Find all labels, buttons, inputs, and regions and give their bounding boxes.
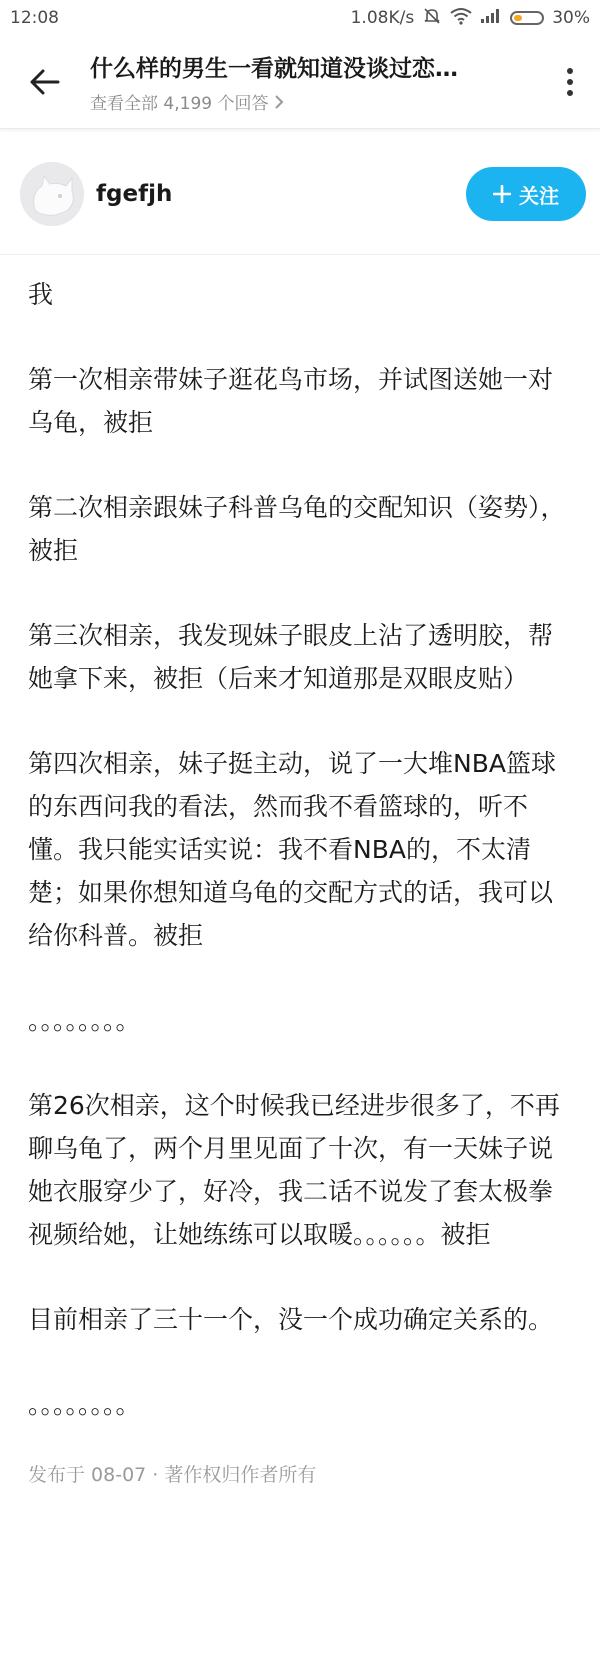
answer-paragraph: 第二次相亲跟妹子科普乌龟的交配知识（姿势），被拒 [28,493,566,565]
network-speed: 1.08K/s [350,8,415,28]
more-dot-icon [567,68,573,74]
follow-button[interactable] [466,167,586,221]
follow-label: 关注 [519,183,559,208]
answer-paragraph: 第26次相亲，这个时候我已经进步很多了，不再聊乌龟了，两个月里见面了十次，有一天妹子说她衣服穿少了，好冷，我二话不说发了套太极拳视频给她，让她练练可以取暖。。。。。。被拒 [28,1091,560,1249]
answer-content [0,255,600,1426]
plus-icon [493,185,511,203]
answer-paragraph: 第一次相亲带妹子逛花鸟市场，并试图送她一对乌龟，被拒 [28,365,554,437]
answer-paragraph: 。。。。。。。。 [28,1390,141,1419]
answer-paragraph: 。。。。。。。。 [28,1006,141,1035]
signal-icon [480,8,502,29]
author-name[interactable]: fgefjh [96,181,173,207]
question-header [0,36,600,129]
battery-icon [510,11,544,25]
view-all-answers-link[interactable] [90,89,540,114]
status-right [351,6,590,31]
question-titles[interactable] [90,50,540,114]
status-bar [0,0,600,36]
answer-paragraph: 我 [28,280,54,309]
more-options-button[interactable] [540,68,600,96]
mute-icon [422,6,442,31]
wifi-icon [450,7,472,30]
answer-paragraph: 目前相亲了三十一个，没一个成功确定关系的。 [28,1305,554,1334]
avatar[interactable] [20,162,84,226]
back-button[interactable] [0,69,90,95]
battery-percent: 30% [552,8,590,28]
chevron-right-icon [274,95,284,109]
more-dot-icon [567,79,573,85]
author-row [0,134,600,255]
answer-paragraph: 第三次相亲，我发现妹子眼皮上沾了透明胶，帮她拿下来，被拒（后来才知道那是双眼皮贴） [28,621,554,693]
more-dot-icon [567,90,573,96]
view-all-answers-text: 查看全部 4,199 个回答 [90,94,269,114]
publish-info: 发布于 08-07 · 著作权归作者所有 [28,1464,317,1486]
question-title[interactable]: 什么样的男生一看就知道没谈过恋… [90,56,458,82]
answer-paragraph: 第四次相亲，妹子挺主动，说了一大堆NBA篮球的东西问我的看法，然而我不看篮球的，听不懂。我只能实话实说：我不看NBA的，不太清楚；如果你想知道乌龟的交配方式的话，我可以给你科普。被拒 [28,749,556,950]
back-arrow-icon [30,69,60,95]
status-time: 12:08 [10,8,59,28]
